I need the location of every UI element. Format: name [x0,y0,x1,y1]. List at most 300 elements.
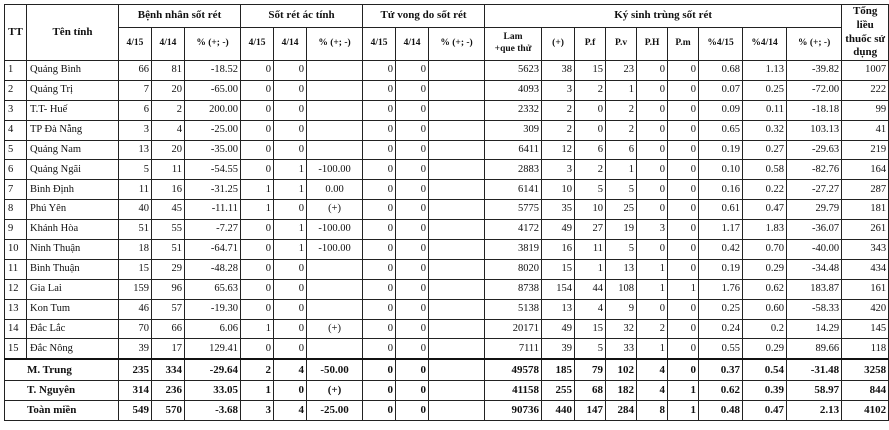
cell-rpct: 183.87 [787,279,842,299]
cell-r415: 0.19 [699,259,743,279]
cell-p415: 13 [119,140,152,160]
cell-ppct: -7.27 [185,220,241,240]
row-number: 1 [5,61,27,81]
cell-dpct [429,61,485,81]
cell-d415: 0 [363,160,396,180]
cell-s415: 0 [241,140,274,160]
cell-rpct: -40.00 [787,240,842,260]
summary-cell-pm: 1 [668,380,699,400]
cell-ppct: -54.55 [185,160,241,180]
header-pf: P.f [575,27,606,60]
cell-pos: 39 [542,339,575,359]
cell-pos: 12 [542,140,575,160]
header-severe-pct: % (+; -) [307,27,363,60]
cell-s414: 0 [274,100,307,120]
cell-total: 343 [842,240,889,260]
summary-cell-s414: 0 [274,380,307,400]
cell-s414: 0 [274,80,307,100]
cell-lam: 8020 [485,259,542,279]
cell-pos: 16 [542,240,575,260]
cell-pos: 2 [542,120,575,140]
summary-cell-p415: 235 [119,359,152,380]
cell-p414: 96 [152,279,185,299]
cell-r414: 0.58 [743,160,787,180]
summary-cell-spct: (+) [307,380,363,400]
header-deaths: Tử vong do sốt rét [363,5,485,28]
cell-spct: -100.00 [307,240,363,260]
cell-p415: 15 [119,259,152,279]
header-deaths-pct: % (+; -) [429,27,485,60]
cell-spct: (+) [307,200,363,220]
cell-s414: 0 [274,279,307,299]
cell-r414: 0.29 [743,259,787,279]
cell-pv: 19 [606,220,637,240]
cell-pf: 2 [575,80,606,100]
cell-r415: 0.10 [699,160,743,180]
cell-p414: 51 [152,240,185,260]
table-row [5,220,889,240]
cell-s415: 0 [241,100,274,120]
cell-spct [307,100,363,120]
cell-s414: 1 [274,180,307,200]
cell-ph: 0 [637,120,668,140]
header-ph: P.H [637,27,668,60]
cell-r415: 0.42 [699,240,743,260]
cell-total: 181 [842,200,889,220]
cell-r414: 0.47 [743,200,787,220]
cell-pos: 38 [542,61,575,81]
summary-cell-s415: 2 [241,359,274,380]
cell-d415: 0 [363,120,396,140]
cell-spct [307,140,363,160]
cell-lam: 5775 [485,200,542,220]
cell-d415: 0 [363,339,396,359]
cell-lam: 4172 [485,220,542,240]
cell-p414: 11 [152,160,185,180]
cell-dpct [429,259,485,279]
province-name: Bình Thuận [27,259,119,279]
cell-s414: 0 [274,339,307,359]
summary-cell-pv: 102 [606,359,637,380]
cell-ppct: -65.00 [185,80,241,100]
cell-s415: 0 [241,80,274,100]
cell-pm: 0 [668,140,699,160]
cell-d415: 0 [363,61,396,81]
summary-cell-ph: 4 [637,359,668,380]
cell-p414: 4 [152,120,185,140]
cell-r415: 0.16 [699,180,743,200]
cell-pf: 15 [575,319,606,339]
header-pm: P.m [668,27,699,60]
cell-lam: 8738 [485,279,542,299]
cell-pm: 0 [668,200,699,220]
cell-rpct: -34.48 [787,259,842,279]
province-name: Quảng Ngãi [27,160,119,180]
cell-lam: 5138 [485,299,542,319]
table-row [5,339,889,359]
cell-d414: 0 [396,120,429,140]
table-row [5,259,889,279]
cell-r414: 0.29 [743,339,787,359]
summary-cell-pm: 0 [668,359,699,380]
table-row [5,140,889,160]
header-patients: Bệnh nhân sốt rét [119,5,241,28]
table-row [5,240,889,260]
cell-rpct: -58.33 [787,299,842,319]
table-row [5,200,889,220]
summary-cell-dpct [429,400,485,420]
cell-pf: 11 [575,240,606,260]
cell-p415: 5 [119,160,152,180]
summary-cell-r414: 0.39 [743,380,787,400]
cell-p415: 40 [119,200,152,220]
cell-spct: -100.00 [307,160,363,180]
summary-cell-rpct: -31.48 [787,359,842,380]
cell-rpct: 14.29 [787,319,842,339]
province-name: Gia Lai [27,279,119,299]
header-patients-414: 4/14 [152,27,185,60]
cell-r414: 0.22 [743,180,787,200]
summary-cell-p415: 549 [119,400,152,420]
cell-lam: 3819 [485,240,542,260]
summary-cell-lam: 41158 [485,380,542,400]
cell-total: 434 [842,259,889,279]
header-rate-414: %4/14 [743,27,787,60]
cell-p414: 20 [152,140,185,160]
province-name: Ninh Thuận [27,240,119,260]
table-row [5,319,889,339]
cell-r415: 0.55 [699,339,743,359]
cell-lam: 6141 [485,180,542,200]
cell-pos: 15 [542,259,575,279]
cell-total: 287 [842,180,889,200]
cell-p415: 159 [119,279,152,299]
cell-pv: 25 [606,200,637,220]
cell-pf: 4 [575,299,606,319]
cell-rpct: -18.18 [787,100,842,120]
header-parasites: Ký sinh trùng sốt rét [485,5,842,28]
summary-cell-total: 3258 [842,359,889,380]
cell-total: 222 [842,80,889,100]
province-name: Quảng Bình [27,61,119,81]
cell-pf: 6 [575,140,606,160]
cell-r414: 0.11 [743,100,787,120]
row-number: 14 [5,319,27,339]
cell-dpct [429,100,485,120]
cell-p415: 46 [119,299,152,319]
cell-ph: 0 [637,80,668,100]
summary-cell-d414: 0 [396,380,429,400]
summary-cell-p414: 334 [152,359,185,380]
cell-total: 164 [842,160,889,180]
cell-ph: 0 [637,61,668,81]
summary-row [5,400,889,420]
cell-r415: 0.25 [699,299,743,319]
province-name: Khánh Hòa [27,220,119,240]
cell-rpct: -82.76 [787,160,842,180]
cell-d415: 0 [363,220,396,240]
cell-pm: 1 [668,279,699,299]
province-name: Bình Định [27,180,119,200]
cell-dpct [429,299,485,319]
summary-cell-s414: 4 [274,359,307,380]
cell-ph: 0 [637,140,668,160]
cell-dpct [429,339,485,359]
cell-ppct: -64.71 [185,240,241,260]
cell-pos: 35 [542,200,575,220]
table-row [5,120,889,140]
cell-r414: 0.62 [743,279,787,299]
cell-total: 261 [842,220,889,240]
cell-s415: 1 [241,180,274,200]
header-severe-414: 4/14 [274,27,307,60]
row-number: 4 [5,120,27,140]
cell-rpct: 29.79 [787,200,842,220]
cell-d415: 0 [363,299,396,319]
summary-cell-pos: 185 [542,359,575,380]
summary-cell-pv: 182 [606,380,637,400]
cell-ph: 3 [637,220,668,240]
cell-pf: 27 [575,220,606,240]
cell-d415: 0 [363,259,396,279]
header-deaths-415: 4/15 [363,27,396,60]
summary-cell-pf: 79 [575,359,606,380]
table-row [5,180,889,200]
cell-dpct [429,240,485,260]
cell-pm: 0 [668,61,699,81]
cell-total: 99 [842,100,889,120]
cell-d414: 0 [396,279,429,299]
cell-r414: 0.70 [743,240,787,260]
cell-pf: 15 [575,61,606,81]
cell-rpct: 89.66 [787,339,842,359]
cell-ppct: 200.00 [185,100,241,120]
table-row [5,80,889,100]
cell-s415: 1 [241,319,274,339]
row-number: 2 [5,80,27,100]
cell-pv: 33 [606,339,637,359]
cell-r415: 0.09 [699,100,743,120]
cell-p415: 70 [119,319,152,339]
cell-ph: 1 [637,339,668,359]
cell-p415: 66 [119,61,152,81]
cell-ph: 2 [637,319,668,339]
cell-dpct [429,120,485,140]
cell-s414: 1 [274,220,307,240]
cell-d415: 0 [363,240,396,260]
header-rate-pct: % (+; -) [787,27,842,60]
cell-pf: 5 [575,180,606,200]
cell-lam: 6411 [485,140,542,160]
cell-p415: 51 [119,220,152,240]
summary-cell-s414: 4 [274,400,307,420]
cell-d415: 0 [363,180,396,200]
summary-name: M. Trung [5,359,119,380]
cell-dpct [429,319,485,339]
cell-d414: 0 [396,220,429,240]
summary-cell-rpct: 2.13 [787,400,842,420]
cell-s414: 0 [274,61,307,81]
header-severe-415: 4/15 [241,27,274,60]
cell-pm: 0 [668,100,699,120]
summary-cell-ppct: -3.68 [185,400,241,420]
cell-pm: 0 [668,319,699,339]
cell-pos: 3 [542,160,575,180]
province-name: Kon Tum [27,299,119,319]
cell-pf: 0 [575,100,606,120]
cell-s415: 0 [241,220,274,240]
cell-p415: 11 [119,180,152,200]
cell-pf: 44 [575,279,606,299]
cell-pm: 0 [668,339,699,359]
header-positive: (+) [542,27,575,60]
cell-pv: 6 [606,140,637,160]
header-lam-line2: +que thử [494,43,532,54]
row-number: 8 [5,200,27,220]
header-severe: Sốt rét ác tính [241,5,363,28]
province-name: Phú Yên [27,200,119,220]
cell-lam: 4093 [485,80,542,100]
summary-cell-d414: 0 [396,359,429,380]
cell-r414: 0.32 [743,120,787,140]
table-row [5,299,889,319]
cell-lam: 2332 [485,100,542,120]
cell-ppct: 65.63 [185,279,241,299]
summary-cell-pf: 147 [575,400,606,420]
cell-ppct: -18.52 [185,61,241,81]
cell-pm: 0 [668,80,699,100]
cell-dpct [429,220,485,240]
cell-p414: 57 [152,299,185,319]
cell-pm: 0 [668,180,699,200]
table-row [5,160,889,180]
cell-s414: 0 [274,140,307,160]
cell-ph: 0 [637,180,668,200]
summary-cell-r414: 0.47 [743,400,787,420]
summary-cell-dpct [429,359,485,380]
cell-d415: 0 [363,200,396,220]
cell-pv: 9 [606,299,637,319]
summary-cell-d414: 0 [396,400,429,420]
cell-p415: 3 [119,120,152,140]
cell-r414: 0.2 [743,319,787,339]
cell-total: 41 [842,120,889,140]
cell-d415: 0 [363,140,396,160]
summary-cell-r415: 0.48 [699,400,743,420]
cell-dpct [429,180,485,200]
cell-lam: 309 [485,120,542,140]
cell-pf: 2 [575,160,606,180]
summary-cell-s415: 1 [241,380,274,400]
header-patients-pct: % (+; -) [185,27,241,60]
province-name: T.T- Huế [27,100,119,120]
cell-pv: 32 [606,319,637,339]
cell-d415: 0 [363,100,396,120]
summary-name: T. Nguyên [5,380,119,400]
cell-ppct: -48.28 [185,259,241,279]
malaria-report-table [4,4,889,421]
cell-s415: 0 [241,61,274,81]
cell-pm: 0 [668,220,699,240]
cell-s414: 0 [274,319,307,339]
summary-cell-pos: 255 [542,380,575,400]
cell-ph: 0 [637,299,668,319]
province-name: Đắc Lắc [27,319,119,339]
cell-total: 161 [842,279,889,299]
cell-s415: 0 [241,279,274,299]
cell-total: 1007 [842,61,889,81]
cell-pos: 10 [542,180,575,200]
summary-cell-p414: 236 [152,380,185,400]
cell-ppct: -31.25 [185,180,241,200]
cell-pos: 2 [542,100,575,120]
cell-p414: 17 [152,339,185,359]
summary-cell-lam: 90736 [485,400,542,420]
cell-r415: 0.65 [699,120,743,140]
row-number: 10 [5,240,27,260]
summary-cell-d415: 0 [363,359,396,380]
cell-dpct [429,80,485,100]
summary-cell-r415: 0.37 [699,359,743,380]
header-pv: P.v [606,27,637,60]
cell-spct [307,259,363,279]
table-row [5,100,889,120]
province-name: Đắc Nông [27,339,119,359]
cell-pm: 0 [668,120,699,140]
summary-row [5,380,889,400]
summary-cell-ppct: -29.64 [185,359,241,380]
cell-dpct [429,140,485,160]
cell-pos: 49 [542,220,575,240]
cell-total: 145 [842,319,889,339]
cell-spct [307,61,363,81]
cell-s415: 0 [241,299,274,319]
cell-r414: 1.13 [743,61,787,81]
cell-total: 219 [842,140,889,160]
cell-total: 420 [842,299,889,319]
cell-r415: 1.17 [699,220,743,240]
row-number: 12 [5,279,27,299]
cell-dpct [429,200,485,220]
cell-r415: 0.61 [699,200,743,220]
summary-cell-pm: 1 [668,400,699,420]
table-header [5,5,889,61]
cell-ppct: -19.30 [185,299,241,319]
cell-lam: 5623 [485,61,542,81]
cell-d415: 0 [363,279,396,299]
cell-s414: 0 [274,259,307,279]
cell-s415: 0 [241,240,274,260]
cell-s415: 0 [241,120,274,140]
cell-pv: 2 [606,120,637,140]
cell-pv: 5 [606,240,637,260]
table-body [5,61,889,421]
cell-pos: 3 [542,80,575,100]
cell-ph: 0 [637,200,668,220]
cell-s414: 0 [274,120,307,140]
cell-r414: 0.27 [743,140,787,160]
cell-d414: 0 [396,180,429,200]
cell-d414: 0 [396,140,429,160]
row-number: 11 [5,259,27,279]
cell-r415: 0.19 [699,140,743,160]
cell-spct: 0.00 [307,180,363,200]
cell-d414: 0 [396,100,429,120]
cell-pv: 2 [606,100,637,120]
summary-cell-total: 844 [842,380,889,400]
cell-pm: 0 [668,299,699,319]
row-number: 13 [5,299,27,319]
